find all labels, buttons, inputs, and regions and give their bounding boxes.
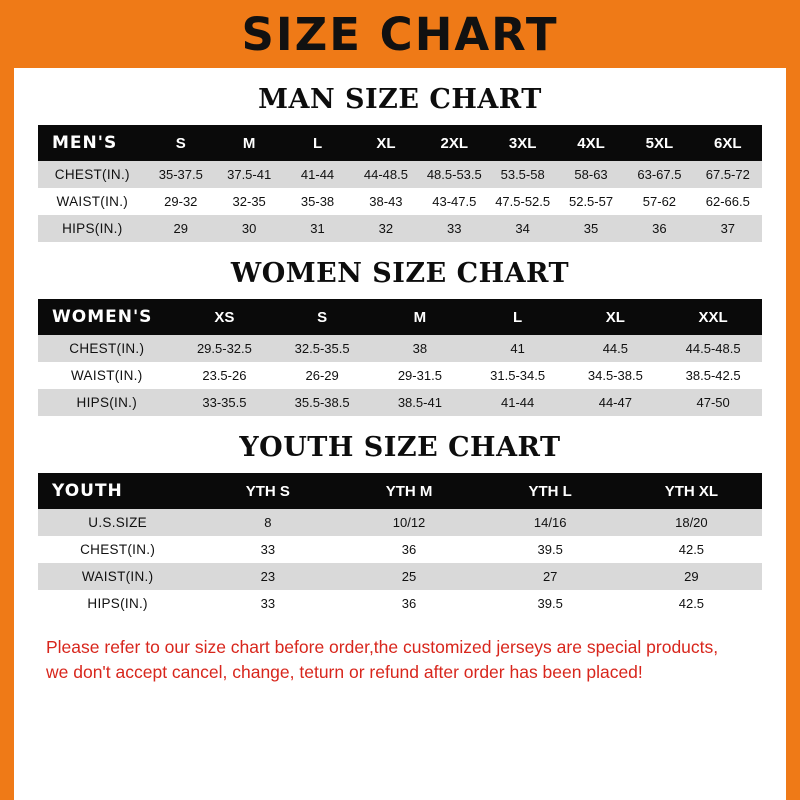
men-row-label-chest: CHEST(IN.)	[38, 161, 147, 188]
men-chest-5xl: 63-67.5	[625, 161, 693, 188]
youth-header-xl: YTH XL	[621, 473, 762, 509]
men-header-l: L	[283, 125, 351, 161]
women-hips-l: 41-44	[469, 389, 567, 416]
youth-ussize-m: 10/12	[338, 509, 479, 536]
men-header-s: S	[147, 125, 215, 161]
youth-ussize-l: 14/16	[480, 509, 621, 536]
men-waist-s: 29-32	[147, 188, 215, 215]
women-hips-s: 35.5-38.5	[273, 389, 371, 416]
men-waist-3xl: 47.5-52.5	[488, 188, 556, 215]
men-hips-xl: 32	[352, 215, 420, 242]
women-header-m: M	[371, 299, 469, 335]
youth-row-label-ussize: U.S.SIZE	[38, 509, 197, 536]
men-waist-4xl: 52.5-57	[557, 188, 625, 215]
women-waist-m: 29-31.5	[371, 362, 469, 389]
men-chest-s: 35-37.5	[147, 161, 215, 188]
men-chest-xl: 44-48.5	[352, 161, 420, 188]
women-row-label-waist: WAIST(IN.)	[38, 362, 176, 389]
page-banner	[0, 0, 800, 68]
youth-row-label-chest: CHEST(IN.)	[38, 536, 197, 563]
table-row	[38, 161, 762, 188]
women-row-label-chest: CHEST(IN.)	[38, 335, 176, 362]
women-header-xxl: XXL	[664, 299, 762, 335]
youth-header-s: YTH S	[197, 473, 338, 509]
men-hips-3xl: 34	[488, 215, 556, 242]
women-chest-xs: 29.5-32.5	[176, 335, 274, 362]
youth-ussize-xl: 18/20	[621, 509, 762, 536]
table-row	[38, 215, 762, 242]
women-hips-m: 38.5-41	[371, 389, 469, 416]
men-header-6xl: 6XL	[694, 125, 762, 161]
women-waist-xs: 23.5-26	[176, 362, 274, 389]
men-chest-4xl: 58-63	[557, 161, 625, 188]
men-header-4xl: 4XL	[557, 125, 625, 161]
youth-row-label-waist: WAIST(IN.)	[38, 563, 197, 590]
women-size-table	[38, 299, 762, 416]
women-header-xs: XS	[176, 299, 274, 335]
youth-chest-xl: 42.5	[621, 536, 762, 563]
note-line-1: Please refer to our size chart before order,the customized jerseys are special products,	[46, 637, 719, 657]
men-header-label: MEN'S	[38, 125, 147, 161]
youth-waist-s: 23	[197, 563, 338, 590]
women-waist-s: 26-29	[273, 362, 371, 389]
table-row	[38, 335, 762, 362]
men-row-label-waist: WAIST(IN.)	[38, 188, 147, 215]
men-chest-m: 37.5-41	[215, 161, 283, 188]
order-policy-note	[38, 635, 762, 686]
women-section-title: WOMEN SIZE CHART	[230, 258, 570, 289]
men-hips-s: 29	[147, 215, 215, 242]
men-header-2xl: 2XL	[420, 125, 488, 161]
table-header-row	[38, 473, 762, 509]
table-row	[38, 362, 762, 389]
youth-waist-xl: 29	[621, 563, 762, 590]
youth-waist-l: 27	[480, 563, 621, 590]
women-chest-xxl: 44.5-48.5	[664, 335, 762, 362]
men-waist-6xl: 62-66.5	[694, 188, 762, 215]
women-waist-l: 31.5-34.5	[469, 362, 567, 389]
men-row-label-hips: HIPS(IN.)	[38, 215, 147, 242]
youth-chest-m: 36	[338, 536, 479, 563]
women-waist-xl: 34.5-38.5	[566, 362, 664, 389]
table-row	[38, 188, 762, 215]
women-header-xl: XL	[566, 299, 664, 335]
men-hips-6xl: 37	[694, 215, 762, 242]
youth-row-label-hips: HIPS(IN.)	[38, 590, 197, 617]
women-hips-xs: 33-35.5	[176, 389, 274, 416]
youth-hips-l: 39.5	[480, 590, 621, 617]
men-chest-l: 41-44	[283, 161, 351, 188]
table-row	[38, 563, 762, 590]
women-header-l: L	[469, 299, 567, 335]
men-waist-xl: 38-43	[352, 188, 420, 215]
youth-ussize-s: 8	[197, 509, 338, 536]
youth-chest-s: 33	[197, 536, 338, 563]
table-row	[38, 536, 762, 563]
men-header-5xl: 5XL	[625, 125, 693, 161]
women-waist-xxl: 38.5-42.5	[664, 362, 762, 389]
youth-chest-l: 39.5	[480, 536, 621, 563]
table-header-row	[38, 125, 762, 161]
men-hips-5xl: 36	[625, 215, 693, 242]
women-chest-s: 32.5-35.5	[273, 335, 371, 362]
men-hips-4xl: 35	[557, 215, 625, 242]
men-chest-2xl: 48.5-53.5	[420, 161, 488, 188]
table-row	[38, 509, 762, 536]
men-hips-m: 30	[215, 215, 283, 242]
youth-hips-m: 36	[338, 590, 479, 617]
men-hips-2xl: 33	[420, 215, 488, 242]
youth-size-table	[38, 473, 762, 617]
men-waist-5xl: 57-62	[625, 188, 693, 215]
youth-header-m: YTH M	[338, 473, 479, 509]
youth-header-l: YTH L	[480, 473, 621, 509]
men-section-title: MAN SIZE CHART	[258, 84, 542, 115]
men-header-3xl: 3XL	[488, 125, 556, 161]
youth-waist-m: 25	[338, 563, 479, 590]
youth-hips-xl: 42.5	[621, 590, 762, 617]
youth-header-label: YOUTH	[38, 473, 197, 509]
women-hips-xxl: 47-50	[664, 389, 762, 416]
men-size-table	[38, 125, 762, 242]
men-waist-l: 35-38	[283, 188, 351, 215]
women-chest-m: 38	[371, 335, 469, 362]
women-header-label: WOMEN'S	[38, 299, 176, 335]
page-title: SIZE CHART	[241, 7, 559, 61]
men-waist-2xl: 43-47.5	[420, 188, 488, 215]
table-row	[38, 389, 762, 416]
men-hips-l: 31	[283, 215, 351, 242]
men-header-xl: XL	[352, 125, 420, 161]
men-chest-3xl: 53.5-58	[488, 161, 556, 188]
note-line-2: we don't accept cancel, change, teturn or refund after order has been placed!	[46, 662, 643, 683]
women-chest-l: 41	[469, 335, 567, 362]
chart-content	[14, 84, 786, 686]
youth-section-title: YOUTH SIZE CHART	[239, 432, 561, 463]
table-row	[38, 590, 762, 617]
men-chest-6xl: 67.5-72	[694, 161, 762, 188]
women-hips-xl: 44-47	[566, 389, 664, 416]
women-chest-xl: 44.5	[566, 335, 664, 362]
men-header-m: M	[215, 125, 283, 161]
women-header-s: S	[273, 299, 371, 335]
youth-hips-s: 33	[197, 590, 338, 617]
table-header-row	[38, 299, 762, 335]
men-waist-m: 32-35	[215, 188, 283, 215]
women-row-label-hips: HIPS(IN.)	[38, 389, 176, 416]
